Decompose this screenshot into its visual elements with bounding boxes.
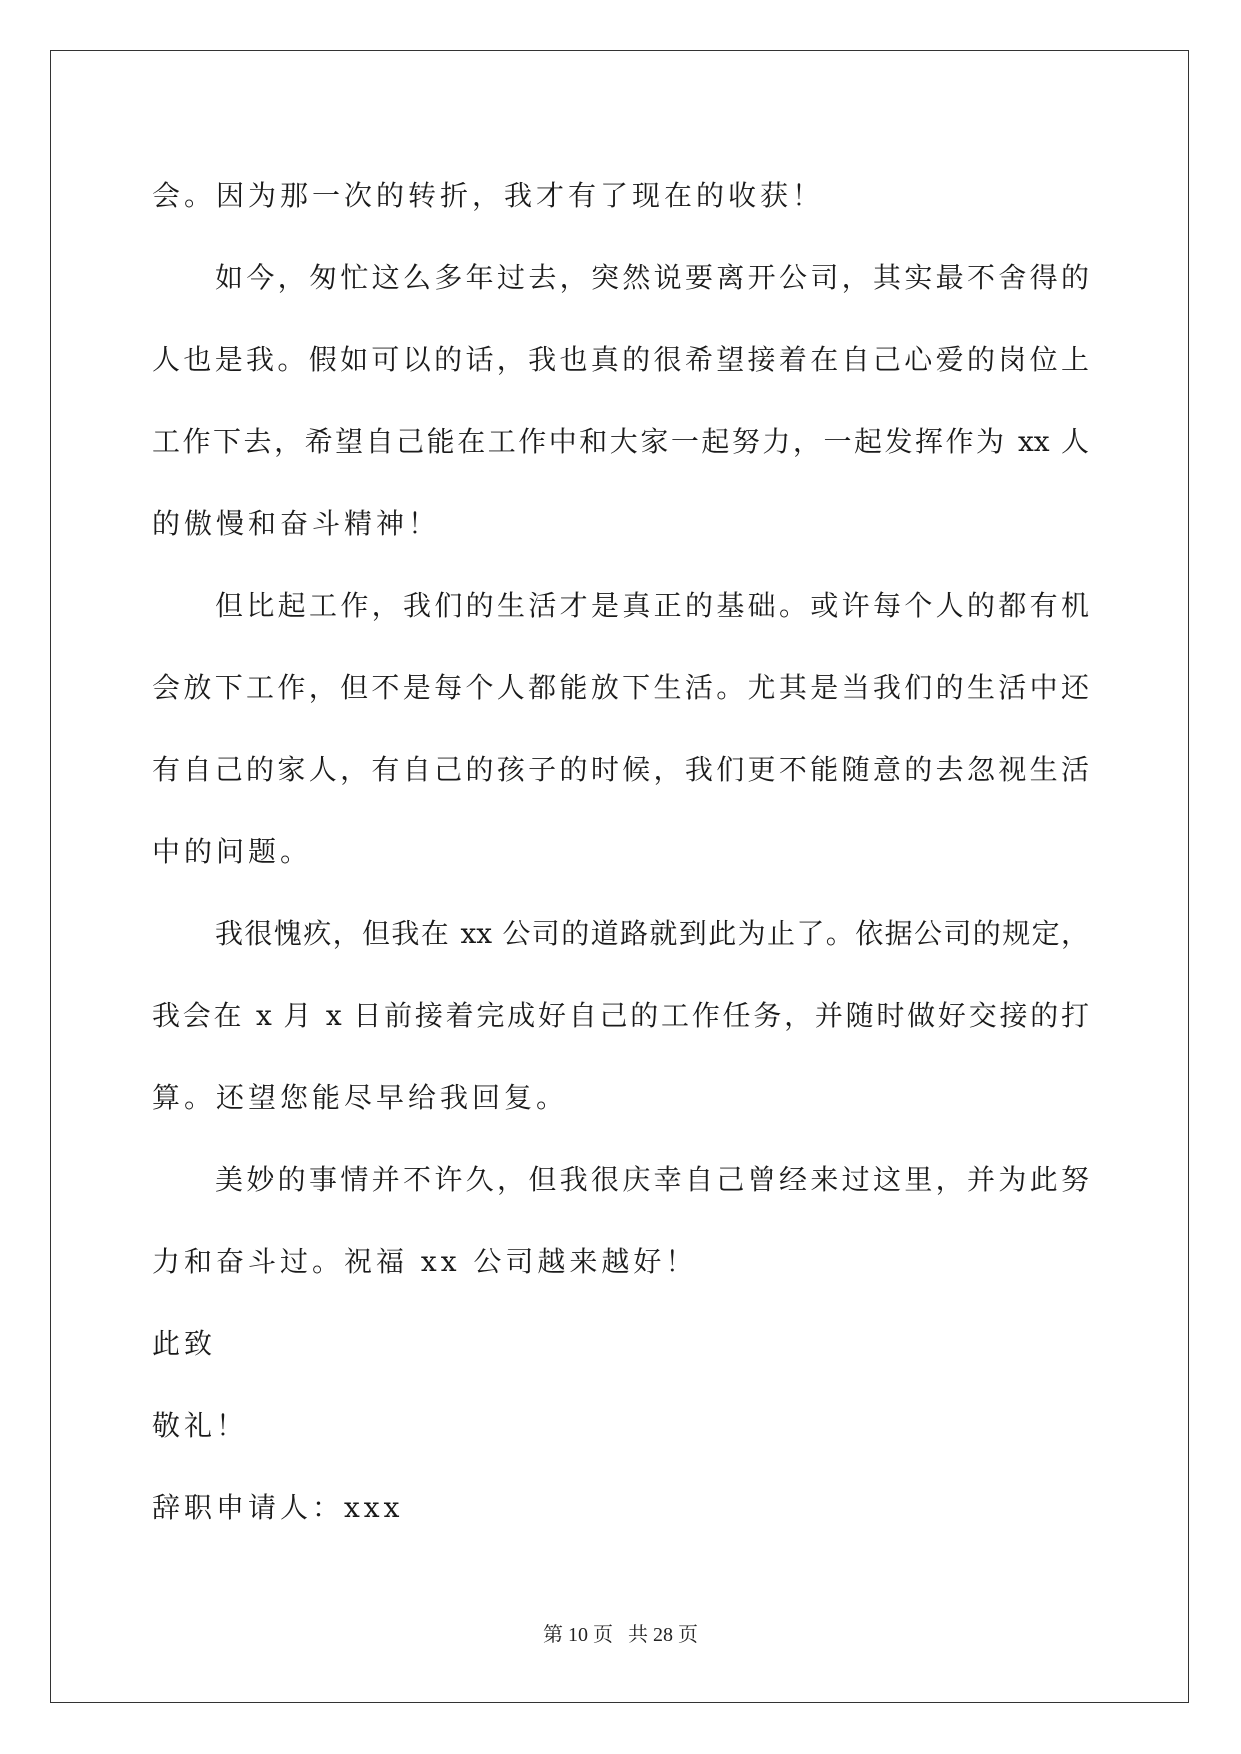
page-number: 第 10 页	[543, 1624, 613, 1646]
paragraph-line: 人也是我。假如可以的话，我也真的很希望接着在自己心爱的岗位上	[152, 343, 1089, 376]
closing-regards: 敬礼！	[152, 1409, 249, 1442]
text-line: 会。因为那一次的转折，我才有了现在的收获！	[152, 179, 825, 212]
paragraph-line: 我会在 x 月 x 日前接着完成好自己的工作任务，并随时做好交接的打	[152, 999, 1089, 1032]
text-line: 力和奋斗过。祝福 xx 公司越来越好！	[152, 1245, 698, 1278]
paragraph-line: 美妙的事情并不许久，但我很庆幸自己曾经来过这里，并为此努	[215, 1163, 1089, 1196]
paragraph-line: 会放下工作，但不是每个人都能放下生活。尤其是当我们的生活中还	[152, 671, 1089, 704]
paragraph-line: 但比起工作，我们的生活才是真正的基础。或许每个人的都有机	[215, 589, 1089, 622]
paragraph-line: 我很愧疚，但我在 xx 公司的道路就到此为止了。依据公司的规定，	[215, 917, 1089, 950]
text-line: 的傲慢和奋斗精神！	[152, 507, 441, 540]
text-line: 中的问题。	[152, 835, 313, 868]
page-total: 共 28 页	[628, 1624, 698, 1646]
text-line: 算。还望您能尽早给我回复。	[152, 1081, 569, 1114]
paragraph-line: 有自己的家人，有自己的孩子的时候，我们更不能随意的去忽视生活	[152, 753, 1089, 786]
closing-salutation: 此致	[152, 1327, 217, 1360]
signature-line: 辞职申请人：xxx	[152, 1491, 404, 1524]
page-footer	[0, 1618, 1241, 1647]
document-body	[152, 155, 1089, 1549]
paragraph-line: 如今，匆忙这么多年过去，突然说要离开公司，其实最不舍得的	[215, 261, 1089, 294]
paragraph-line: 工作下去，希望自己能在工作中和大家一起努力，一起发挥作为 xx 人	[152, 425, 1089, 458]
